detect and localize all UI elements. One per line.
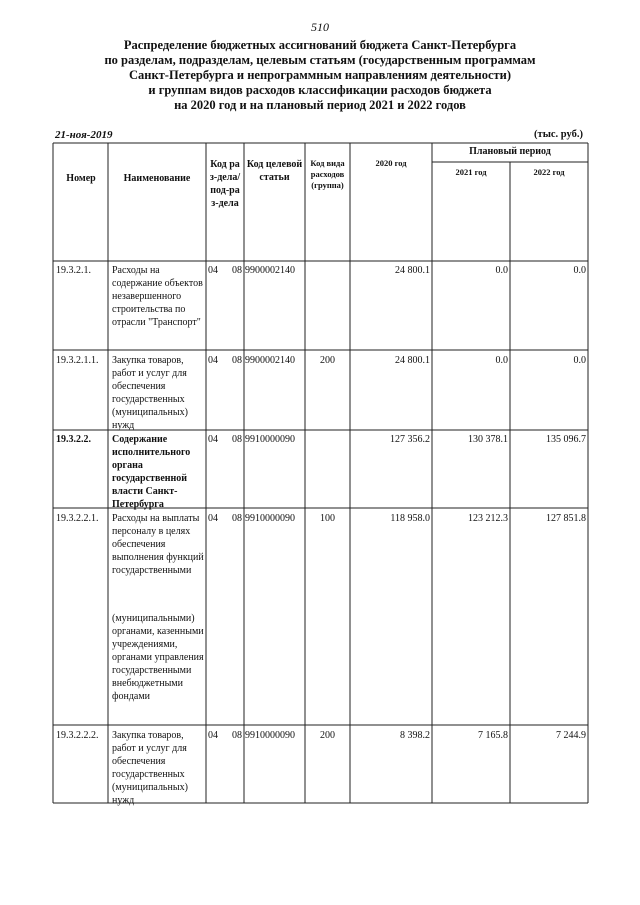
header-expense-type-code: Код вида расходов (группа) (310, 158, 345, 190)
row-number: 19.3.2.1. (56, 265, 91, 276)
row-section: 04 (208, 730, 218, 741)
header-2021: 2021 год (455, 167, 487, 177)
row-section: 04 (208, 513, 218, 524)
row-type: 100 (320, 513, 335, 524)
header-2020: 2020 год (375, 158, 407, 168)
row-subsection: 08 (232, 434, 242, 445)
page-number: 510 (311, 20, 329, 34)
row-type: 200 (320, 355, 335, 366)
title-line: по разделам, подразделам, целевым статьям (государственным программам (104, 53, 536, 67)
row-2021: 123 212.3 (468, 513, 508, 524)
row-2020: 24 800.1 (395, 355, 430, 366)
report-date: 21-ноя-2019 (55, 129, 113, 141)
row-name: Закупка товаров, работ и услуг для обеспечения государственных (муниципальных) нужд (112, 355, 188, 431)
row-target: 9900002140 (245, 265, 295, 276)
row-number: 19.3.2.2.1. (56, 513, 99, 524)
row-name: Расходы на содержание объектов незавершенного строительства по отрасли "Транспорт" (112, 265, 203, 328)
row-2022: 135 096.7 (546, 434, 586, 445)
row-name-part: Расходы на выплаты персоналу в целях обеспечения выполнения функций государственными (112, 513, 204, 576)
row-2021: 0.0 (495, 355, 508, 366)
row-number: 19.3.2.1.1. (56, 355, 99, 366)
row-2022: 127 851.8 (546, 513, 586, 524)
row-number: 19.3.2.2.2. (56, 730, 99, 741)
row-section: 04 (208, 265, 218, 276)
row-section: 04 (208, 355, 218, 366)
row-target: 9910000090 (245, 434, 295, 445)
header-number: Номер (66, 173, 96, 184)
row-2021: 0.0 (495, 265, 508, 276)
row-2021: 130 378.1 (468, 434, 508, 445)
row-target: 9910000090 (245, 730, 295, 741)
title-line: Распределение бюджетных ассигнований бюджета Санкт-Петербурга (123, 38, 517, 52)
row-2022: 7 244.9 (556, 730, 586, 741)
row-number: 19.3.2.2. (56, 434, 91, 445)
header-section-code: Код раз-дела/ под-раз-дела (209, 159, 241, 209)
row-2022: 0.0 (573, 265, 586, 276)
row-2020: 8 398.2 (400, 730, 430, 741)
header-2022: 2022 год (533, 167, 565, 177)
row-name-part: (муниципальными) органами, казенными учреждениями, органами управления государственными внебюджетными фондами (112, 613, 204, 702)
header-target-code: Код целевой статьи (246, 159, 303, 183)
row-subsection: 08 (232, 265, 242, 276)
title-line: на 2020 год и на плановый период 2021 и 2022 годов (174, 98, 466, 112)
units-label: (тыс. руб.) (534, 129, 583, 140)
row-name: Содержание исполнительного органа государственной власти Санкт-Петербурга (112, 434, 191, 510)
row-section: 04 (208, 434, 218, 445)
title-line: Санкт-Петербурга и непрограммным направлениям деятельности) (128, 68, 511, 82)
row-2020: 127 356.2 (390, 434, 430, 445)
row-2020: 24 800.1 (395, 265, 430, 276)
header-name: Наименование (123, 173, 191, 184)
row-subsection: 08 (232, 730, 242, 741)
row-2020: 118 958.0 (390, 513, 430, 524)
row-type: 200 (320, 730, 335, 741)
row-target: 9910000090 (245, 513, 295, 524)
row-subsection: 08 (232, 355, 242, 366)
row-subsection: 08 (232, 513, 242, 524)
row-name: Закупка товаров, работ и услуг для обеспечения государственных (муниципальных) нужд (112, 730, 188, 806)
row-2021: 7 165.8 (478, 730, 508, 741)
row-target: 9900002140 (245, 355, 295, 366)
title-line: и группам видов расходов классификации расходов бюджета (148, 83, 492, 97)
row-2022: 0.0 (573, 355, 586, 366)
header-planned-period: Плановый период (469, 146, 551, 157)
